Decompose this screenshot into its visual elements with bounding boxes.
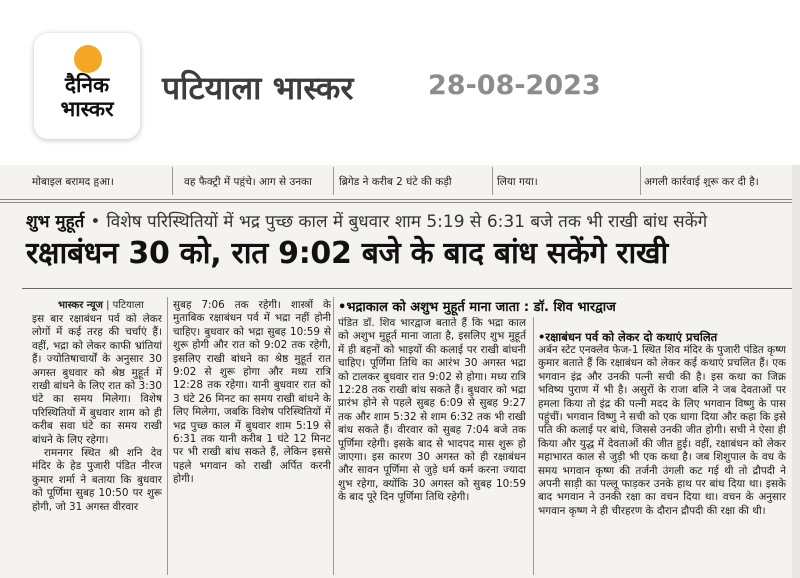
column-divider — [533, 317, 534, 575]
sub-heading-author: डॉ. शिव भारद्वाज — [533, 300, 616, 315]
edition-date: 28-08-2023 — [428, 70, 601, 101]
article-kicker — [26, 209, 707, 232]
logo-text-line1: दैनिक — [64, 73, 110, 97]
sub-heading-2: •रक्षाबंधन पर्व को लेकर दो कथाएं प्रचलित — [538, 330, 718, 344]
bullet-icon: • — [338, 300, 347, 315]
separator-line — [22, 288, 792, 289]
article-column-3 — [338, 317, 526, 575]
bullet-icon: • — [90, 212, 101, 232]
column-divider — [333, 167, 334, 195]
sub-heading: •भद्राकाल को अशुभ मुहूर्त माना जाता : डॉ. शिव भारद्वाज — [338, 300, 616, 315]
newspaper-clipping — [0, 165, 800, 578]
page-header — [0, 0, 800, 165]
byline-city: पटियाला — [112, 300, 144, 311]
paragraph: पंडित डॉ. शिव भारद्वाज बताते हैं कि भद्रा काल को अशुभ मुहूर्त माना जाता है, इसलिए शुभ मुहूर्त में ही बहनों को भाइयों की कलाई पर राखी बांधनी चाहिए। पूर्णिमा तिथि का आरंभ 30 अगस्त भद्रा को टालकर बुधवार रात 9:02 से होगा। मध्य रात्रि 12:28 तक राखी बांध सकते हैं। बुधवार को भद्रा प्रारंभ होने से पहले सुबह 6:09 से सुबह 9:27 तक और शाम 5:32 से शाम 6:32 तक भी राखी बांध सकते हैं। वीरवार को सुबह 7:04 बजे तक पूर्णिमा रहेगी। इसके बाद से भादपद मास शुरू हो जाएगा। इस कारण 30 अगस्त को ही रक्षाबंधन और सावन पूर्णिमा से जुड़े धर्म कर्म करना ज्यादा शुभ रहेगा, क्योंकि 30 अगस्त को सुबह 10:59 के बाद पूरे दिन पूर्णिमा तिथि रहेगी। — [338, 317, 526, 504]
byline-source: भास्कर न्यूज — [58, 300, 103, 311]
separator-line — [0, 202, 800, 203]
torn-strip-text-3: ब्रिगेड ने करीब 2 घंटे की कड़ी — [339, 176, 452, 187]
logo-text-line2: भास्कर — [60, 97, 114, 121]
dainik-bhaskar-logo[interactable] — [34, 33, 140, 139]
paragraph: इस बार रक्षाबंधन पर्व को लेकर लोगों में कई तरह की चर्चाएं हैं। वहीं, भद्रा को लेकर काफी भ्रांतियां हैं। ज्योतिषाचार्यों के अनुसार 30 अगस्त बुधवार को श्रेष्ठ मुहूर्त में राखी बांधने के लिए रात को 3:30 घंटे का समय मिलेगा। विशेष परिस्थितियों में बुधवार शाम को ही करीब सवा घंटे का समय राखी बांधने के लिए रहेगा। — [32, 313, 162, 446]
article-headline: रक्षाबंधन 30 को, रात 9:02 बजे के बाद बांध सकेंगे राखी — [26, 236, 669, 271]
sun-icon — [74, 45, 102, 73]
kicker-text: विशेष परिस्थितियों में भद्र पुच्छ काल में बुधवार शाम 5:19 से 6:31 बजे तक भी राखी बांध सकेंगे — [106, 212, 708, 232]
adjacent-column-edge — [792, 165, 800, 578]
column-divider — [172, 167, 173, 195]
bullet-icon: • — [538, 330, 546, 344]
paragraph: सुबह 7:06 तक रहेगी। शास्त्रों के मुताबिक रक्षाबंधन पर्व में भद्रा नहीं होनी चाहिए। बुधवार को भद्रा सुबह 10:59 से शुरू होगी और रात को 9:02 तक रहेगी, इसलिए राखी बांधने का श्रेष्ठ मुहूर्त रात 9:02 से शुरू होगा और मध्य रात्रि 12:28 तक रहेगा। यानी बुधवार रात को 3 घंटे 26 मिनट का समय राखी बांधने के लिए मिलेगा, जबकि विशेष परिस्थितियों में भद्र पुच्छ काल में बुधवार शाम 5:19 से 6:31 तक यानी करीब 1 घंटे 12 मिनट पर भी राखी बांध सकते हैं, लेकिन इससे पहले भगवान को राखी अर्पित करनी होगी। — [173, 299, 331, 486]
torn-strip-text-2: वह फैक्ट्री में पहुंचे। आग से उनका — [184, 176, 312, 187]
torn-strip-text-1: मोबाइल बरामद हुआ। — [32, 176, 114, 187]
kicker-label: शुभ मुहूर्त — [26, 212, 85, 232]
paragraph: रामनगर स्थित श्री शनि देव मंदिर के हेड पुजारी पंडित नीरज कुमार शर्मा ने बताया कि बुधवार को पूर्णिमा सुबह 10:50 पर शुरू होगी, जो 31 अगस्त वीरवार — [32, 447, 162, 513]
article-column-1 — [32, 313, 162, 575]
byline: भास्कर न्यूज | पटियाला — [58, 300, 144, 311]
paragraph: अर्बन स्टेट एनक्लेव फेज-1 स्थित शिव मंदिर के पुजारी पंडित कृष्ण कुमार बताते हैं कि रक्षाबंधन को लेकर कई कथाएं प्रचलित हैं। एक भगवान इंद्र और उनकी पत्नी सची की है। इस कथा का जिक्र भविष्य पुराण में भी है। असुरों के राजा बलि ने जब देवताओं पर हमला किया तो इंद्र की पत्नी मदद के लिए भगवान विष्णु के पास पहुंचीं। भगवान विष्णु ने सची को एक धागा दिया और कहा कि इसे पति की कलाई पर बांधे, जिससे उनकी जीत होगी। सची ने ऐसा ही किया और युद्ध में देवताओं की जीत हुई। वहीं, रक्षाबंधन को लेकर महाभारत काल से जुड़ी भी एक कथा है। जब शिशुपाल के वध के समय भगवान कृष्ण की तर्जनी उंगली कट गई थी तो द्रौपदी ने अपनी साड़ी का पल्लू फाड़कर उनके हाथ पर बांध दिया था। इसके बाद भगवान ने उनकी रक्षा का वचन दिया था। वचन के अनुसार भगवान कृष्ण ने ही चीरहरण के दौरान द्रौपदी की रक्षा की थी। — [538, 344, 786, 517]
separator-line — [0, 199, 800, 200]
article-column-2 — [173, 299, 331, 575]
column-divider — [640, 167, 641, 195]
edition-title: पटियाला भास्कर — [162, 69, 354, 107]
torn-strip-text-4: लिया गया। — [497, 176, 538, 187]
column-divider — [492, 167, 493, 195]
torn-strip-text-5: अगली कार्रवाई शुरू कर दी है। — [644, 176, 759, 187]
article-column-4 — [538, 344, 786, 575]
column-divider — [167, 297, 168, 575]
column-divider — [333, 297, 334, 575]
